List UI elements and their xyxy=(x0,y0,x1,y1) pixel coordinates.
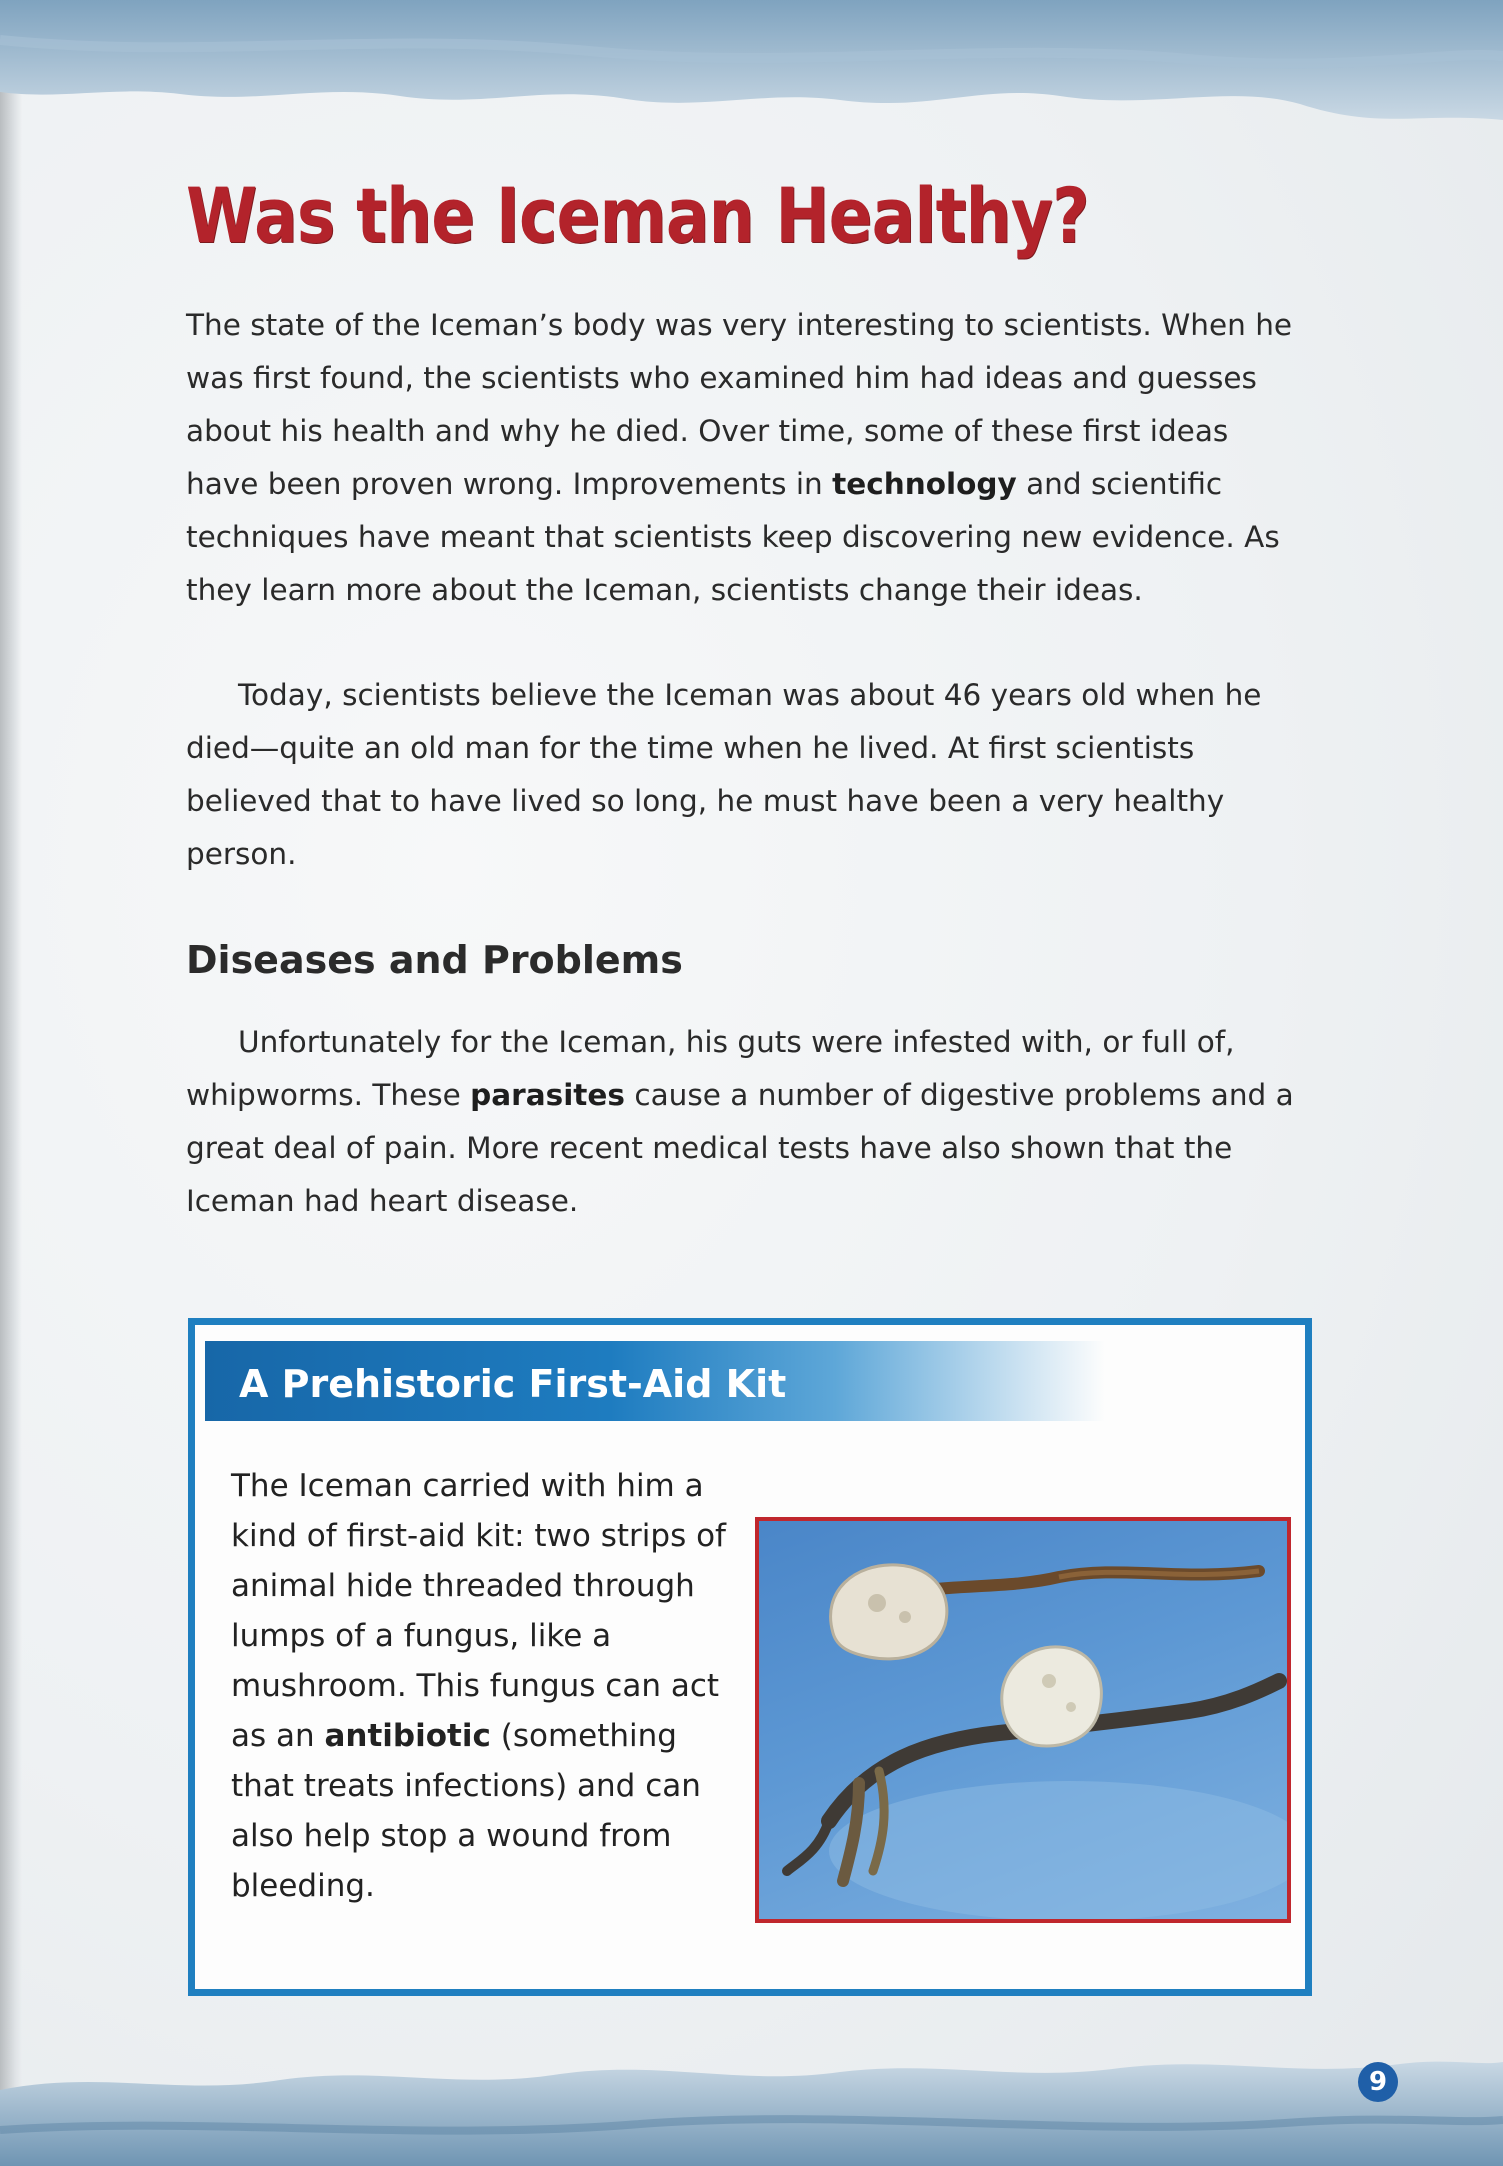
diseases-paragraph xyxy=(186,1016,1296,1228)
sidebar-header-band xyxy=(205,1341,1105,1421)
sidebar-paragraph xyxy=(231,1461,731,1911)
page-number-badge: 9 xyxy=(1358,2062,1398,2102)
glossary-term-parasites: parasites xyxy=(470,1078,625,1112)
diseases-text-a: Unfortunately for the Iceman, his guts were infested with, or full of, whipworms. These xyxy=(186,1025,1235,1112)
book-spine-shadow xyxy=(0,0,22,2166)
diseases-text-b: cause a number of digestive problems and a great deal of pain. More recent medical tests have also shown that the Iceman had heart disease. xyxy=(186,1078,1294,1218)
sidebar-text-b: (something that treats infections) and can also help stop a wound from bleeding. xyxy=(231,1718,701,1904)
sidebar-text-a: The Iceman carried with him a kind of first-aid kit: two strips of animal hide threaded through lumps of a fungus, like a mushroom. This fungus can act as an xyxy=(231,1468,726,1754)
glossary-term-antibiotic: antibiotic xyxy=(324,1718,491,1754)
intro-paragraph xyxy=(186,299,1296,617)
sidebar-title: A Prehistoric First-Aid Kit xyxy=(239,1362,787,1406)
fungus-on-hide-strips-image xyxy=(759,1521,1287,1919)
page-title: Was the Iceman Healthy? xyxy=(186,171,1089,260)
intro-text-b: and scientific techniques have meant that scientists keep discovering new evidence. As they learn more about the Iceman, scientists change their ideas. xyxy=(186,467,1280,607)
section-heading: Diseases and Problems xyxy=(186,938,683,982)
first-aid-kit-photo xyxy=(755,1517,1291,1923)
age-paragraph: Today, scientists believe the Iceman was about 46 years old when he died—quite an old man for the time when he lived. At first scientists believed that to have lived so long, he must have been a very healthy person. xyxy=(186,678,1262,871)
intro-text-a: The state of the Iceman’s body was very interesting to scientists. When he was first found, the scientists who examined him had ideas and guesses about his health and why he died. Over time, some of these first ideas have been proven wrong. Improvements in xyxy=(186,308,1293,501)
sidebar-box xyxy=(188,1318,1312,1996)
glossary-term-technology: technology xyxy=(832,467,1017,501)
ice-border-bottom xyxy=(0,2020,1503,2166)
ice-border-top xyxy=(0,0,1503,160)
